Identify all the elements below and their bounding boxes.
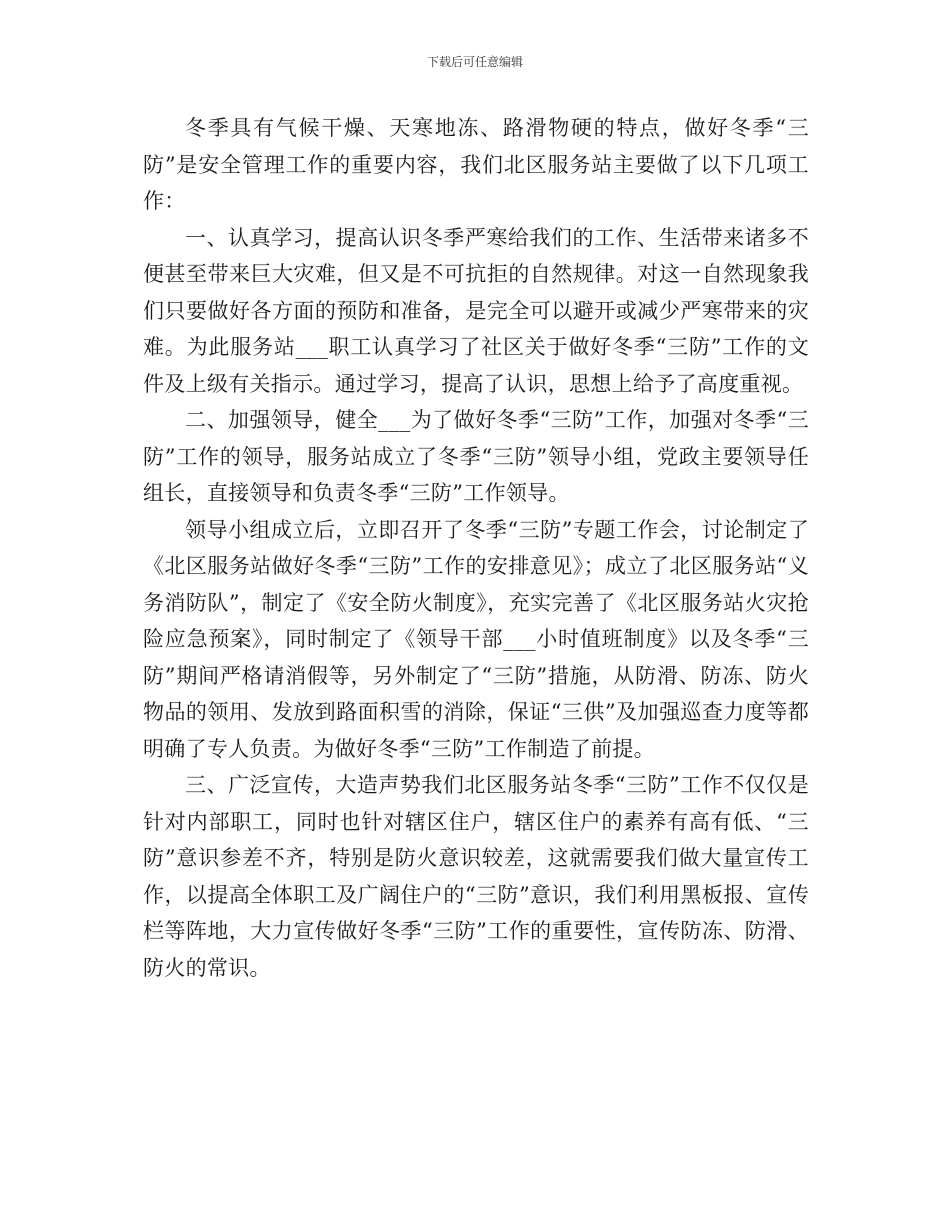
document-body <box>143 110 809 986</box>
paragraph-section-3: 三、广泛宣传，大造声势我们北区服务站冬季“三防”工作不仅仅是针对内部职工，同时也针对辖区住户，辖区住户的素养有高有低、“三防”意识参差不齐，特别是防火意识较差，这就需要我们做大量宣传工作，以提高全体职工及广阔住户的“三防”意识，我们利用黑板报、宣传栏等阵地，大力宣传做好冬季“三防”工作的重要性，宣传防冻、防滑、防火的常识。 <box>143 773 809 980</box>
paragraph-section-2-detail: 领导小组成立后，立即召开了冬季“三防”专题工作会，讨论制定了《北区服务站做好冬季“三防”工作的安排意见》；成立了北区服务站“义务消防队”，制定了《安全防火制度》，充实完善了《北区服务站火灾抢险应急预案》，同时制定了《领导干部___小时值班制度》以及冬季“三防”期间严格请消假等，另外制定了“三防”措施，从防滑、防冻、防火物品的领用、发放到路面积雪的消除，保证“三供”及加强巡查力度等都明确了专人负责。为做好冬季“三防”工作制造了前提。 <box>143 517 809 761</box>
paragraph-section-1: 一、认真学习，提高认识冬季严寒给我们的工作、生活带来诸多不便甚至带来巨大灾难，但又是不可抗拒的自然规律。对这一自然现象我们只要做好各方面的预防和准备，是完全可以避开或减少严寒带来的灾难。为此服务站___职工认真学习了社区关于做好冬季“三防”工作的文件及上级有关指示。通过学习，提高了认识，思想上给予了高度重视。 <box>143 225 809 396</box>
page-header: 下载后可任意编辑 <box>426 55 523 69</box>
paragraph-section-2: 二、加强领导，健全___为了做好冬季“三防”工作，加强对冬季“三防”工作的领导，服务站成立了冬季“三防”领导小组，党政主要领导任组长，直接领导和负责冬季“三防”工作领导。 <box>143 408 809 505</box>
paragraph-intro: 冬季具有气候干燥、天寒地冻、路滑物硬的特点，做好冬季“三防”是安全管理工作的重要内容，我们北区服务站主要做了以下几项工作： <box>143 116 809 213</box>
